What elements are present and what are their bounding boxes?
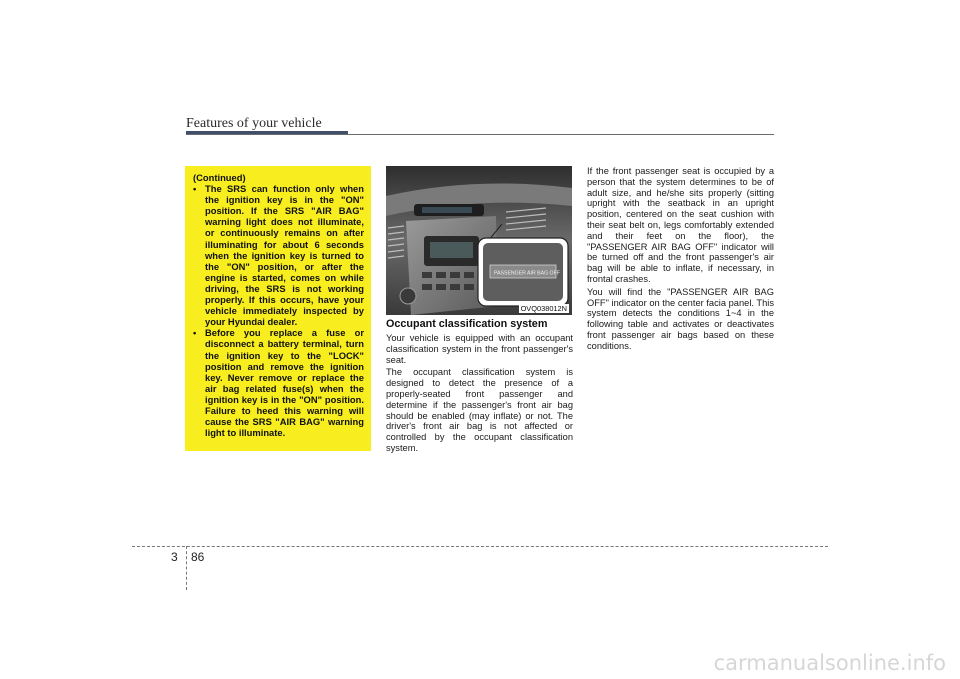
- paragraph: If the front passenger seat is occupied by a person that the system determines to be of adult size, and he/she sits properly (sitting upright with the seatback in an upright position, centered on the seat cushion with their seat belt on, legs comfortably extended and their feet on the floor), the "PASSENGER AIR BAG OFF" indicator will be turned off and the front passenger's air bag will be able to inflate, if necessary, in frontal crashes.: [587, 166, 774, 284]
- warning-bullet-text: Before you replace a fuse or disconnect a battery terminal, turn the ignition key to the "LOCK" position and remove the ignition key. Never remove or replace the air bag related fuse(s) when the ignition key is in the "ON" position. Failure to heed this warning will cause the SRS "AIR BAG" warning light to illuminate.: [205, 327, 364, 439]
- paragraph: Your vehicle is equipped with an occupant classification system in the front passenger's seat.: [386, 333, 573, 365]
- warning-bullet: [193, 327, 364, 438]
- paragraph: The occupant classification system is designed to detect the presence of a properly-seated front passenger and determine if the passenger's front air bag should be enabled (may inflate) or not. The driver's front air bag is not affected or controlled by the occupant classification system.: [386, 367, 573, 453]
- warning-box: [185, 166, 371, 451]
- footer-divider: [186, 546, 187, 590]
- section-body: [386, 333, 573, 456]
- indicator-label-layer: [386, 166, 572, 315]
- chapter-number: 3: [171, 550, 178, 564]
- warning-bullet: [193, 183, 364, 327]
- header-rule: [186, 134, 774, 135]
- column3-body: [587, 166, 774, 354]
- figure-code: OVQ038012N: [520, 304, 567, 313]
- bullet-icon: •: [193, 183, 197, 195]
- footer-rule: [132, 546, 828, 547]
- paragraph: You will find the "PASSENGER AIR BAG OFF" indicator on the center facia panel. This system detects the conditions 1~4 in the following table and activates or deactivates front passenger air bags based on these conditions.: [587, 286, 774, 351]
- warning-continued-label: (Continued): [193, 172, 246, 183]
- page-header-title: Features of your vehicle: [186, 116, 322, 131]
- watermark: carmanualsonline.info: [713, 651, 946, 675]
- passenger-airbag-off-indicator: PASSENGER AIR BAG OFF: [494, 270, 560, 277]
- page-number: 86: [191, 550, 205, 564]
- bullet-icon: •: [193, 327, 197, 339]
- dashboard-figure: [386, 166, 572, 315]
- warning-bullet-text: The SRS can function only when the ignition key is in the "ON" position. If the SRS "AIR BAG" warning light does not illuminate, or continuously remains on after illuminating for about 6 seconds when the ignition key is turned to the "ON" position, or after the engine is started, comes on while driving, the SRS is not working properly. If this occurs, have your vehicle immediately inspected by your Hyundai dealer.: [205, 183, 364, 328]
- section-heading: Occupant classification system: [386, 318, 548, 330]
